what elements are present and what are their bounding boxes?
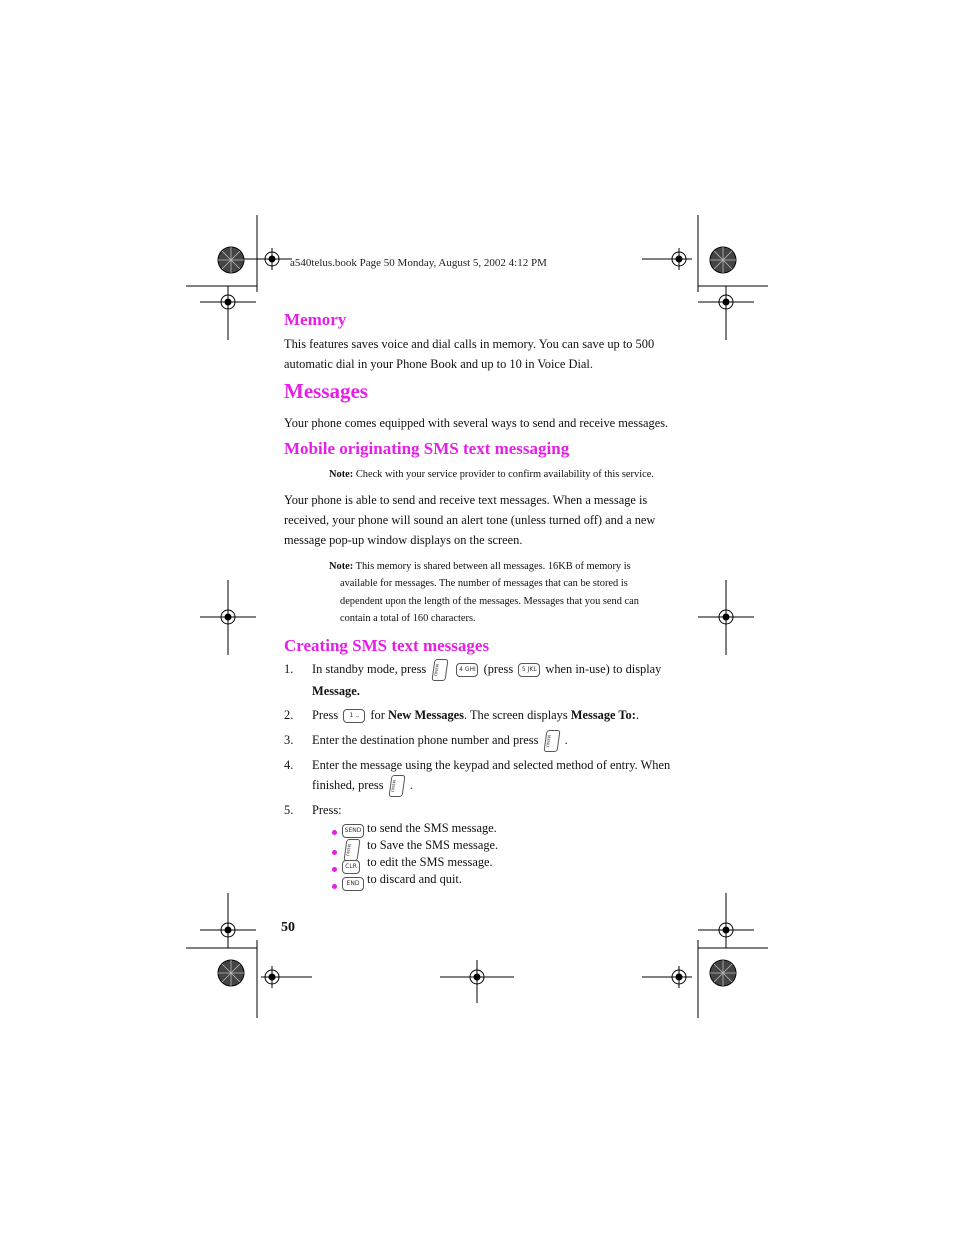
step-text (312, 705, 639, 725)
step-3 (284, 730, 684, 752)
creating-sms-heading: Creating SMS text messages (284, 636, 490, 655)
step-text-part: Enter the destination phone number and press (312, 733, 539, 747)
bullet-icon (332, 884, 337, 889)
sms-description-line: received, your phone will sound an alert tone (unless turned off) and a new (284, 513, 656, 527)
step-text-part: . The screen displays (464, 708, 568, 722)
step-text-part: Press (312, 708, 339, 722)
step-bold: Message To: (570, 708, 636, 722)
bullet-text: to edit the SMS message. (367, 855, 493, 869)
send-key-icon: SEND (342, 824, 364, 838)
step-text-part: . (409, 778, 413, 792)
sms-description-line: Your phone is able to send and receive text messages. When a message is (284, 493, 648, 507)
step-text-part: . (635, 708, 639, 722)
print-slug: a540telus.book Page 50 Monday, August 5, 2002 4:12 PM (290, 257, 547, 269)
step-2 (284, 705, 684, 727)
memory-heading: Memory (284, 310, 347, 329)
step-number: 4. (284, 758, 294, 772)
menu-key-icon: MENU (432, 659, 449, 681)
menu-key-icon: MENU (388, 775, 405, 797)
sms-description (284, 490, 655, 550)
step-bold: Message. (312, 684, 360, 698)
menu-key-icon: MENU (543, 730, 560, 752)
clr-key-icon: CLR (342, 860, 360, 874)
step-number: 3. (284, 733, 294, 747)
step-text-part: In standby mode, press (312, 662, 427, 676)
messages-heading: Messages (284, 379, 368, 403)
note-label: Note: (329, 561, 354, 572)
sms-description-line: message pop-up window displays on the screen. (284, 533, 523, 547)
bullet-save (332, 837, 499, 856)
step-4 (284, 755, 684, 799)
step-text-part: (press (483, 662, 514, 676)
step-1 (284, 659, 684, 703)
memory-body-line: automatic dial in your Phone Book and up to 10 in Voice Dial. (284, 357, 593, 371)
bullet-text: to Save the SMS message. (367, 838, 499, 852)
note-text: available for messages. The number of messages that can be stored is (340, 578, 628, 590)
step-text-part: . (564, 733, 568, 747)
bullet-edit (332, 854, 493, 871)
end-key-icon: END (342, 877, 364, 891)
step-text (312, 730, 568, 752)
step-text (312, 775, 413, 797)
bullet-send (332, 820, 497, 837)
step-number: 1. (284, 662, 294, 676)
note-text: contain a total of 160 characters. (340, 612, 476, 624)
five-key-icon: 5 JKL (518, 663, 540, 677)
messages-intro: Your phone comes equipped with several ways to send and receive messages. (284, 416, 669, 430)
note-label: Note: (329, 469, 354, 480)
one-key-icon: 1 ., (343, 709, 365, 723)
memory-body (284, 334, 654, 374)
step-text (312, 659, 661, 681)
step-text-part: finished, press (312, 778, 384, 792)
bullet-text: to discard and quit. (367, 872, 462, 886)
memory-note (329, 558, 639, 627)
note-text: Check with your service provider to confirm availability of this service. (353, 469, 654, 480)
availability-note (329, 466, 654, 483)
note-text: This memory is shared between all messages. 16KB of memory is (353, 561, 631, 572)
step-text: Press: (312, 803, 342, 817)
menu-key-icon: MENU (343, 839, 360, 861)
bullet-icon (332, 830, 337, 835)
step-text-part: for (370, 708, 385, 722)
step-text-part: when in-use) to display (545, 662, 662, 676)
step-number: 2. (284, 708, 294, 722)
step-number: 5. (284, 803, 294, 817)
step-5 (284, 800, 684, 822)
memory-body-line: This features saves voice and dial calls in memory. You can save up to 500 (284, 337, 655, 351)
step-bold: New Messages (387, 708, 464, 722)
mobile-originating-heading: Mobile originating SMS text messaging (284, 439, 570, 458)
bullet-text: to send the SMS message. (367, 821, 497, 835)
bullet-end (332, 871, 462, 888)
page-number: 50 (281, 920, 295, 935)
four-key-icon: 4 GHI (456, 663, 478, 677)
press-options (332, 820, 632, 892)
step-text: Enter the message using the keypad and selected method of entry. When (312, 758, 671, 772)
note-text: dependent upon the length of the messages. Messages that you send can (340, 595, 639, 607)
